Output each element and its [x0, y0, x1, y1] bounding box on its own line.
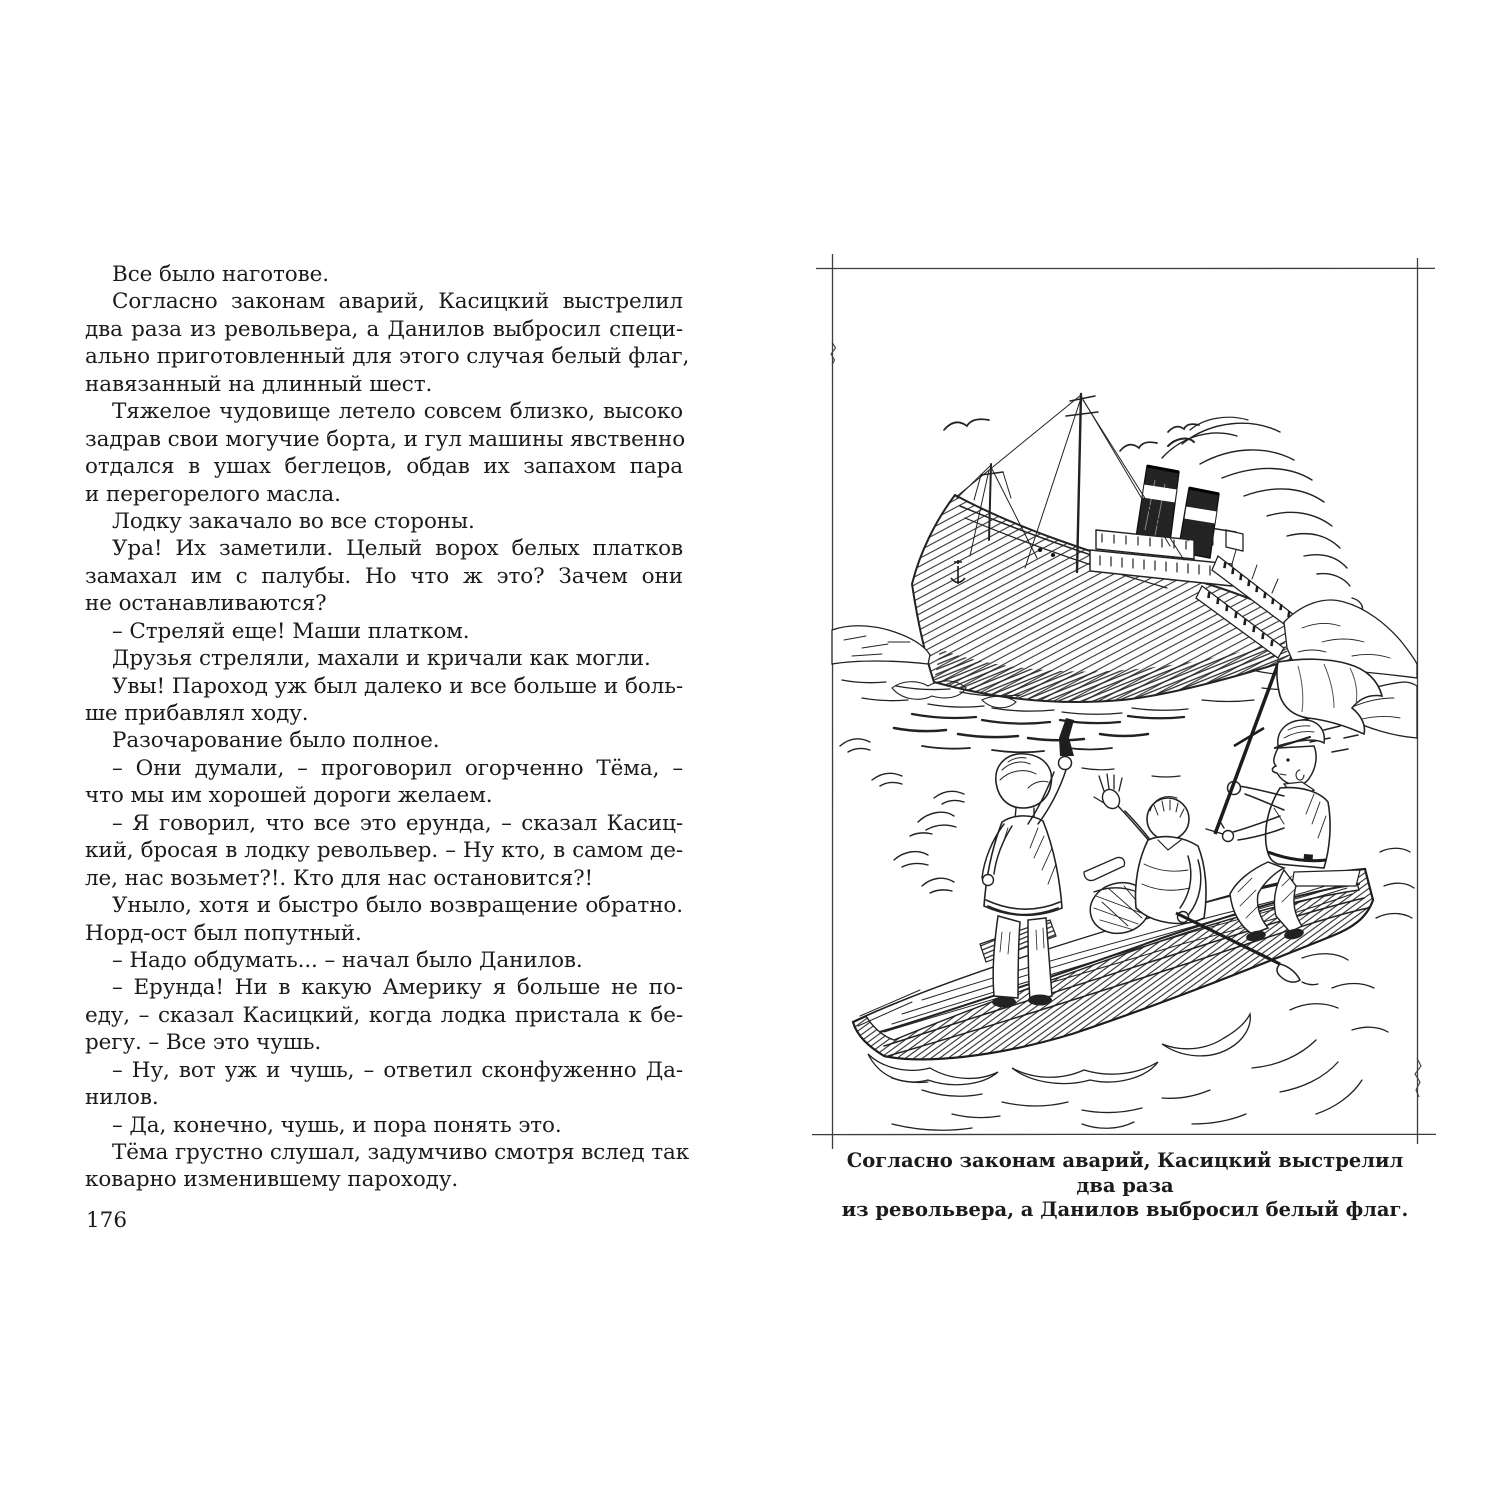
left-page-text [85, 261, 690, 1194]
text-line: Норд-ост был попутный. [85, 920, 362, 946]
page-number: 176 [86, 1208, 128, 1233]
text-line: отдался в ушах беглецов, обдав их запахом пара [85, 454, 683, 480]
text-line: регу. – Все это чушь. [85, 1030, 322, 1056]
left-shore [832, 626, 930, 664]
text-line: ально приготовленный для этого случая белый флаг, [85, 344, 690, 370]
text-line: задрав свои могучие борта, и гул машины явственно [85, 426, 686, 452]
text-line: Друзья стреляли, махали и кричали как могли. [112, 646, 651, 672]
seagulls [944, 419, 1199, 451]
left-waves [840, 739, 964, 893]
text-line: – Стреляй еще! Маши платком. [112, 618, 470, 644]
text-line: Разочарование было полное. [112, 728, 440, 754]
illustration [812, 252, 1438, 1151]
bundle [1084, 857, 1125, 880]
text-line: коварно изменившему пароходу. [85, 1167, 459, 1193]
text-line: не останавливаются? [85, 591, 327, 617]
text-line: – Я говорил, что все это ерунда, – сказал Касиц- [112, 810, 683, 836]
text-line: Все было наготове. [112, 262, 329, 287]
text-line: Увы! Пароход уж был далеко и все больше и боль- [112, 673, 683, 699]
text-line: Уныло, хотя и быстро было возвращение обратно. [112, 893, 683, 919]
revolver [1059, 718, 1074, 756]
caption-line: из револьвера, а Данилов выбросил белый флаг. [841, 1198, 1409, 1221]
text-line: Лодку закачало во все стороны. [112, 508, 475, 534]
text-line: Ура! Их заметили. Целый ворох белых платков [112, 536, 683, 562]
text-line: и перегорелого масла. [85, 481, 341, 507]
text-line: – Они думали, – проговорил огорченно Тёма, – [112, 755, 683, 781]
text-line: Согласно законам аварий, Касицкий выстрелил [112, 289, 683, 315]
text-line: навязанный на длинный шест. [85, 371, 433, 397]
text-line: что мы им хорошей дороги желаем. [85, 783, 493, 809]
stern-seat [1292, 870, 1360, 886]
text-line: еду, – сказал Касицкий, когда лодка пристала к бе- [85, 1002, 683, 1028]
text-line: – Ну, вот уж и чушь, – ответил сконфуженно Да- [112, 1057, 683, 1083]
text-line: ше прибавлял ходу. [85, 701, 309, 726]
text-line: – Да, конечно, чушь, и пора понять это. [112, 1112, 562, 1138]
text-line: два раза из револьвера, а Данилов выбросил специ- [85, 316, 683, 342]
text-line: ле, нас возьмет?!. Кто для нас остановится?! [85, 865, 594, 891]
text-line: нилов. [85, 1085, 159, 1111]
text-line: Тёма грустно слушал, задумчиво смотря вслед так [112, 1140, 690, 1165]
text-line: кий, бросая в лодку револьвер. – Ну кто, в самом де- [85, 838, 683, 864]
text-line: замахал им с палубы. Но что ж это? Зачем они [85, 563, 683, 589]
text-line: Тяжелое чудовище летело совсем близко, высоко [112, 399, 683, 425]
illustration-caption [832, 1149, 1418, 1223]
text-line: – Надо обдумать... – начал было Данилов. [112, 947, 583, 973]
caption-line: Согласно законам аварий, Касицкий выстрелил два раза [846, 1149, 1404, 1197]
text-line: – Ерунда! Ни в какую Америку я больше не по- [112, 975, 683, 1001]
